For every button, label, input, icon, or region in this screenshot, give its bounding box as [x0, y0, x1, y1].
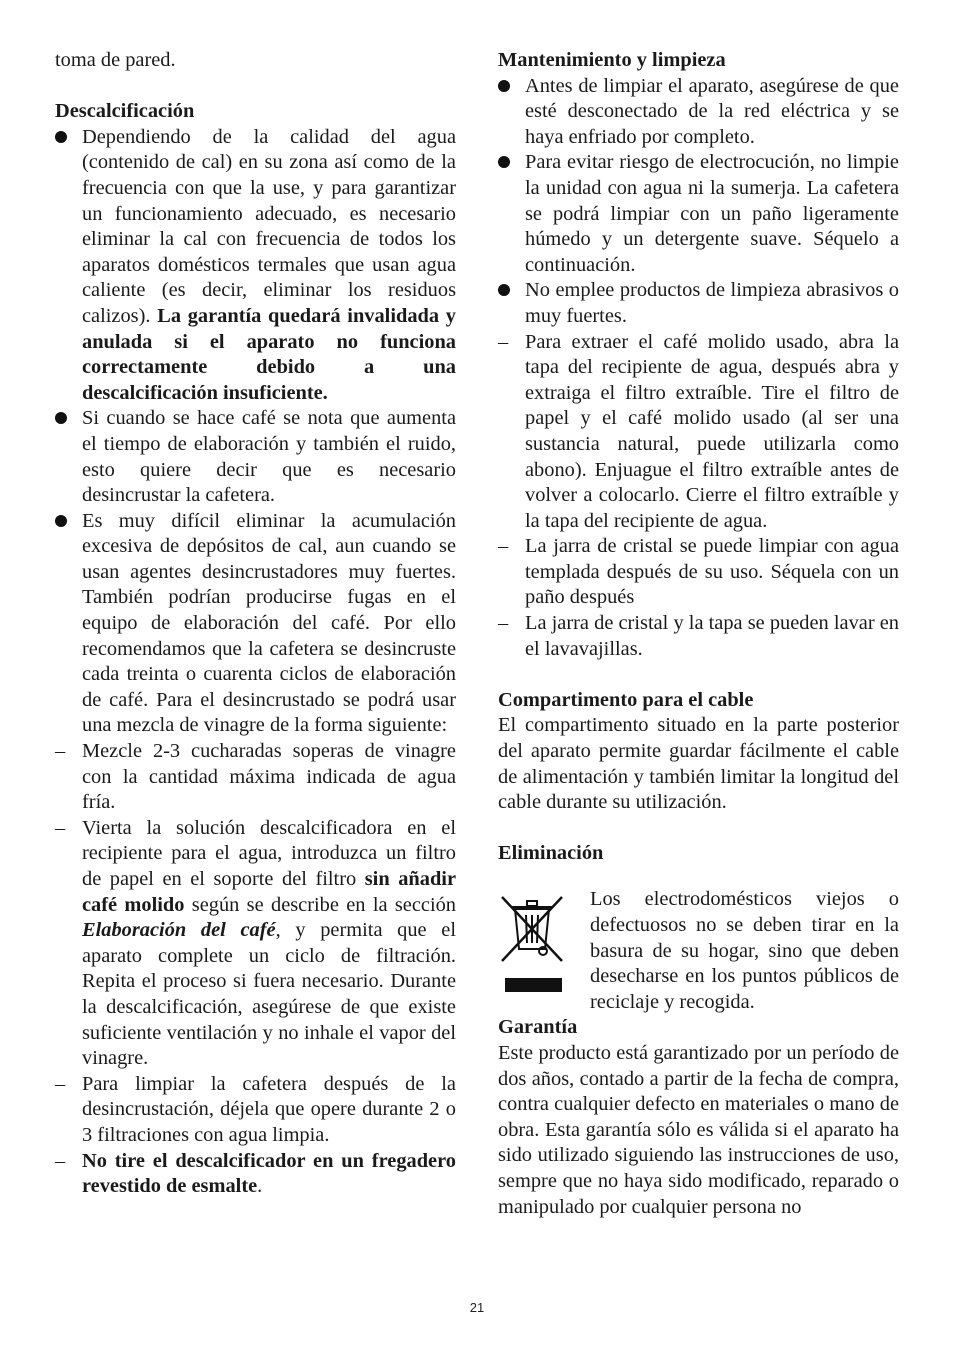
list-item: – No tire el descalcificador en un fregadero revestido de esmalte.: [55, 1149, 456, 1198]
left-column: [55, 48, 456, 1200]
list-item: Dependiendo de la calidad del agua (contenido de cal) en su zona así como de la frecuencia con que la use, y para garantizar un funcionamiento adecuado, es necesario eliminar la cal con frecuencia de todos los aparatos domésticos termales que usan agua caliente (es decir, eliminar los residuos calizos). La garantía quedará invalidada y anulada si el aparato no funciona correctamente debido a una descalcificación insuficiente.: [55, 125, 456, 407]
dash-marker: –: [498, 330, 509, 353]
list-item: – La jarra de cristal y la tapa se pueden lavar en el lavavajillas.: [498, 612, 899, 660]
dash-marker: –: [55, 1149, 66, 1172]
dash-marker: –: [498, 612, 509, 635]
dash-marker: –: [55, 816, 66, 839]
warranty-warning: La garantía quedará invalidada y anulada si el aparato no funciona correctamente debido a una descalcificación insuficiente.: [82, 304, 456, 404]
dash-marker: –: [55, 740, 66, 763]
crossed-out-wheelie-bin-icon: [498, 891, 568, 995]
bullet-marker: [498, 278, 525, 304]
disposal-block: [498, 887, 899, 1015]
list-item: – La jarra de cristal se puede limpiar con agua templada después de su uso. Séquela con un paño después: [498, 535, 899, 609]
warranty-text: Este producto está garantizado por un período de dos años, contado a partir de la fecha de compra, contra cualquier defecto en materiales o mano de obra. Esta garantía sólo es válida si el aparato ha sido utilizado siguiendo las instrucciones de uso, sempre que no haya sido modificado, reparado o manipulado por cualquier persona no: [498, 1041, 899, 1218]
cable-text: El compartimento situado en la parte posterior del aparato permite guardar fácilmente el cable de alimentación y también limitar la longitud del cable durante su utilización.: [498, 714, 899, 814]
section-reference: Elaboración del café: [82, 919, 276, 942]
bullet-marker: [55, 125, 82, 151]
dash-marker: –: [498, 535, 509, 558]
list-item: – Mezcle 2-3 cucharadas soperas de vinagre con la cantidad máxima indicada de agua fría.: [55, 740, 456, 814]
list-item: Para evitar riesgo de electrocución, no limpie la unidad con agua ni la sumerja. La cafetera se podrá limpiar con un paño ligeramente húmedo y un detergente suave. Séquelo a continuación.: [498, 150, 899, 278]
dash-marker: –: [55, 1072, 66, 1095]
list-item: Es muy difícil eliminar la acumulación excesiva de depósitos de cal, aun cuando se usan agentes desincrustadores muy fuertes. También podrían producirse fugas en el equipo de elaboración del café. Por ello recomendamos que la cafetera se desincruste cada treinta o cuarenta ciclos de elaboración de café. Para el desincrustado se podrá usar una mezcla de vinagre de la forma siguiente:: [55, 509, 456, 739]
cable-heading: Compartimento para el cable: [498, 688, 754, 711]
list-item: Antes de limpiar el aparato, asegúrese de que esté desconectado de la red eléctrica y se haya enfriado por completo.: [498, 74, 899, 151]
eliminacion-heading: Eliminación: [498, 842, 604, 865]
page-number: 21: [469, 1300, 485, 1315]
bullet-marker: [498, 74, 525, 100]
list-item: – Para extraer el café molido usado, abra la tapa del recipiente de agua, después abra y extraiga el filtro extraíble. Tire el filtro de papel y el café molido usado (al ser una sustancia natural, puede utilizarla como abono). Enjuague el filtro extraíble antes de volver a colocarlo. Cierre el filtro extraíble y la tapa del recipiente de agua.: [498, 330, 899, 532]
list-item: – Para limpiar la cafetera después de la desincrustación, déjela que opere durante 2 o 3 filtraciones con agua limpia.: [55, 1072, 456, 1146]
list-item: No emplee productos de limpieza abrasivos o muy fuertes.: [498, 278, 899, 329]
bullet-marker: [55, 509, 82, 535]
bullet-marker: [55, 406, 82, 432]
intro-text: toma de pared.: [55, 49, 176, 71]
list-item: Si cuando se hace café se nota que aumenta el tiempo de elaboración y también el ruido, esto quiere decir que es necesario desincrustar la cafetera.: [55, 406, 456, 508]
right-column: [498, 48, 899, 1220]
garantia-heading: Garantía: [498, 1016, 578, 1039]
list-item: – Vierta la solución descalcificadora en el recipiente para el agua, introduzca un filtro de papel en el soporte del filtro sin añadir café molido según se describe en la sección Elaboración del café, y permita que el aparato complete un ciclo de filtración. Repita el proceso si fuera necesario. Durante la descalcificación, asegúrese de que existe suficiente ventilación y no inhale el vapor del vinagre.: [55, 816, 457, 1070]
disposal-text: Los electrodomésticos viejos o defectuosos no se deben tirar en la basura de su hogar, sino que deben desecharse en los puntos públicos de reciclaje y recogida.: [590, 888, 899, 1013]
mantenimiento-heading: Mantenimiento y limpieza: [498, 49, 726, 71]
descalcificacion-heading: Descalcificación: [55, 100, 195, 123]
bullet-marker: [498, 150, 525, 176]
